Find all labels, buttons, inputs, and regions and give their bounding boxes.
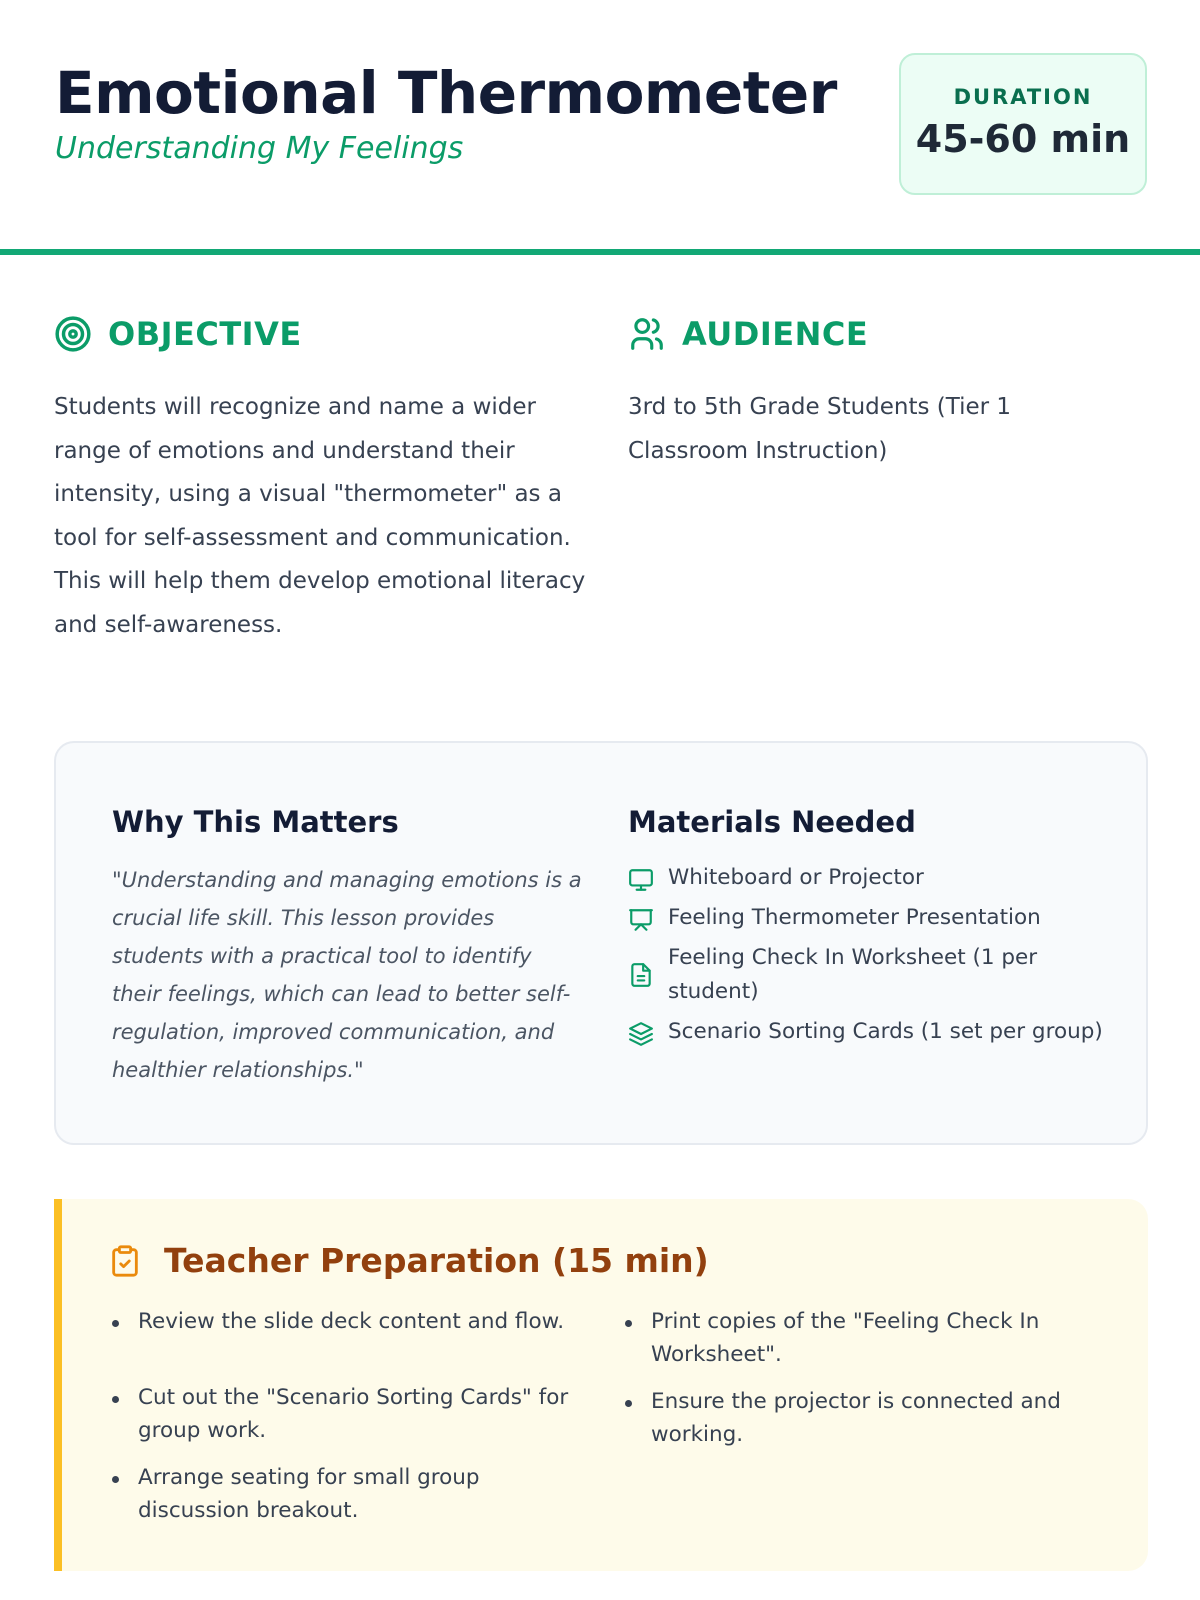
users-icon bbox=[628, 315, 666, 353]
duration-label: DURATION bbox=[953, 85, 1093, 109]
context-card bbox=[54, 741, 1148, 1145]
why-heading: Why This Matters bbox=[112, 805, 399, 839]
material-label: Whiteboard or Projector bbox=[668, 865, 924, 890]
list-item bbox=[628, 861, 1108, 895]
list-item: Cut out the "Scenario Sorting Cards" for group work. bbox=[110, 1381, 590, 1447]
duration-value: 45-60 min bbox=[915, 117, 1131, 161]
target-icon bbox=[54, 315, 92, 353]
objective-label: OBJECTIVE bbox=[108, 315, 302, 353]
monitor-icon bbox=[628, 867, 654, 893]
document-icon bbox=[628, 962, 654, 988]
layers-icon bbox=[628, 1021, 654, 1047]
audience-text: 3rd to 5th Grade Students (Tier 1 Classroom Instruction) bbox=[628, 394, 1012, 464]
presentation-icon bbox=[628, 907, 654, 933]
clipboard-check-icon bbox=[108, 1242, 142, 1280]
why-quote: "Understanding and managing emotions is a crucial life skill. This lesson provides students with a practical tool to identify their feelings, which can lead to better self-regulation, improved communication, and healthier relationships." bbox=[112, 868, 582, 1082]
audience-label: AUDIENCE bbox=[682, 315, 869, 353]
list-item bbox=[628, 901, 1108, 935]
objective-text: Students will recognize and name a wider range of emotions and understand their intensity, using a visual "thermometer" as a tool for self-assessment and communication. This will help them develop emotional literacy and self-awareness. bbox=[54, 394, 586, 638]
materials-list bbox=[628, 861, 1108, 1055]
material-label: Feeling Thermometer Presentation bbox=[668, 905, 1041, 930]
list-item: Arrange seating for small group discussion breakout. bbox=[110, 1461, 590, 1527]
material-label: Feeling Check In Worksheet (1 per student) bbox=[668, 945, 1038, 1004]
prep-label: Teacher Preparation (15 min) bbox=[164, 1241, 709, 1280]
header-divider bbox=[0, 249, 1200, 255]
page-title: Emotional Thermometer bbox=[55, 59, 837, 127]
prep-heading bbox=[108, 1241, 709, 1280]
duration-badge bbox=[899, 53, 1147, 195]
list-item: Ensure the projector is connected and working. bbox=[623, 1385, 1073, 1451]
material-label: Scenario Sorting Cards (1 set per group) bbox=[668, 1019, 1103, 1044]
list-item bbox=[628, 1015, 1108, 1049]
objective-heading bbox=[54, 310, 302, 358]
materials-heading: Materials Needed bbox=[628, 805, 916, 839]
lesson-header bbox=[55, 53, 1147, 193]
list-item bbox=[628, 941, 1108, 1009]
list-item: Print copies of the "Feeling Check In Worksheet". bbox=[623, 1305, 1073, 1371]
list-item: Review the slide deck content and flow. bbox=[110, 1305, 590, 1338]
prep-list-left bbox=[110, 1305, 590, 1541]
prep-list-right bbox=[623, 1305, 1073, 1465]
audience-heading bbox=[628, 310, 868, 358]
teacher-prep-card bbox=[54, 1199, 1148, 1571]
page-subtitle: Understanding My Feelings bbox=[55, 131, 464, 166]
